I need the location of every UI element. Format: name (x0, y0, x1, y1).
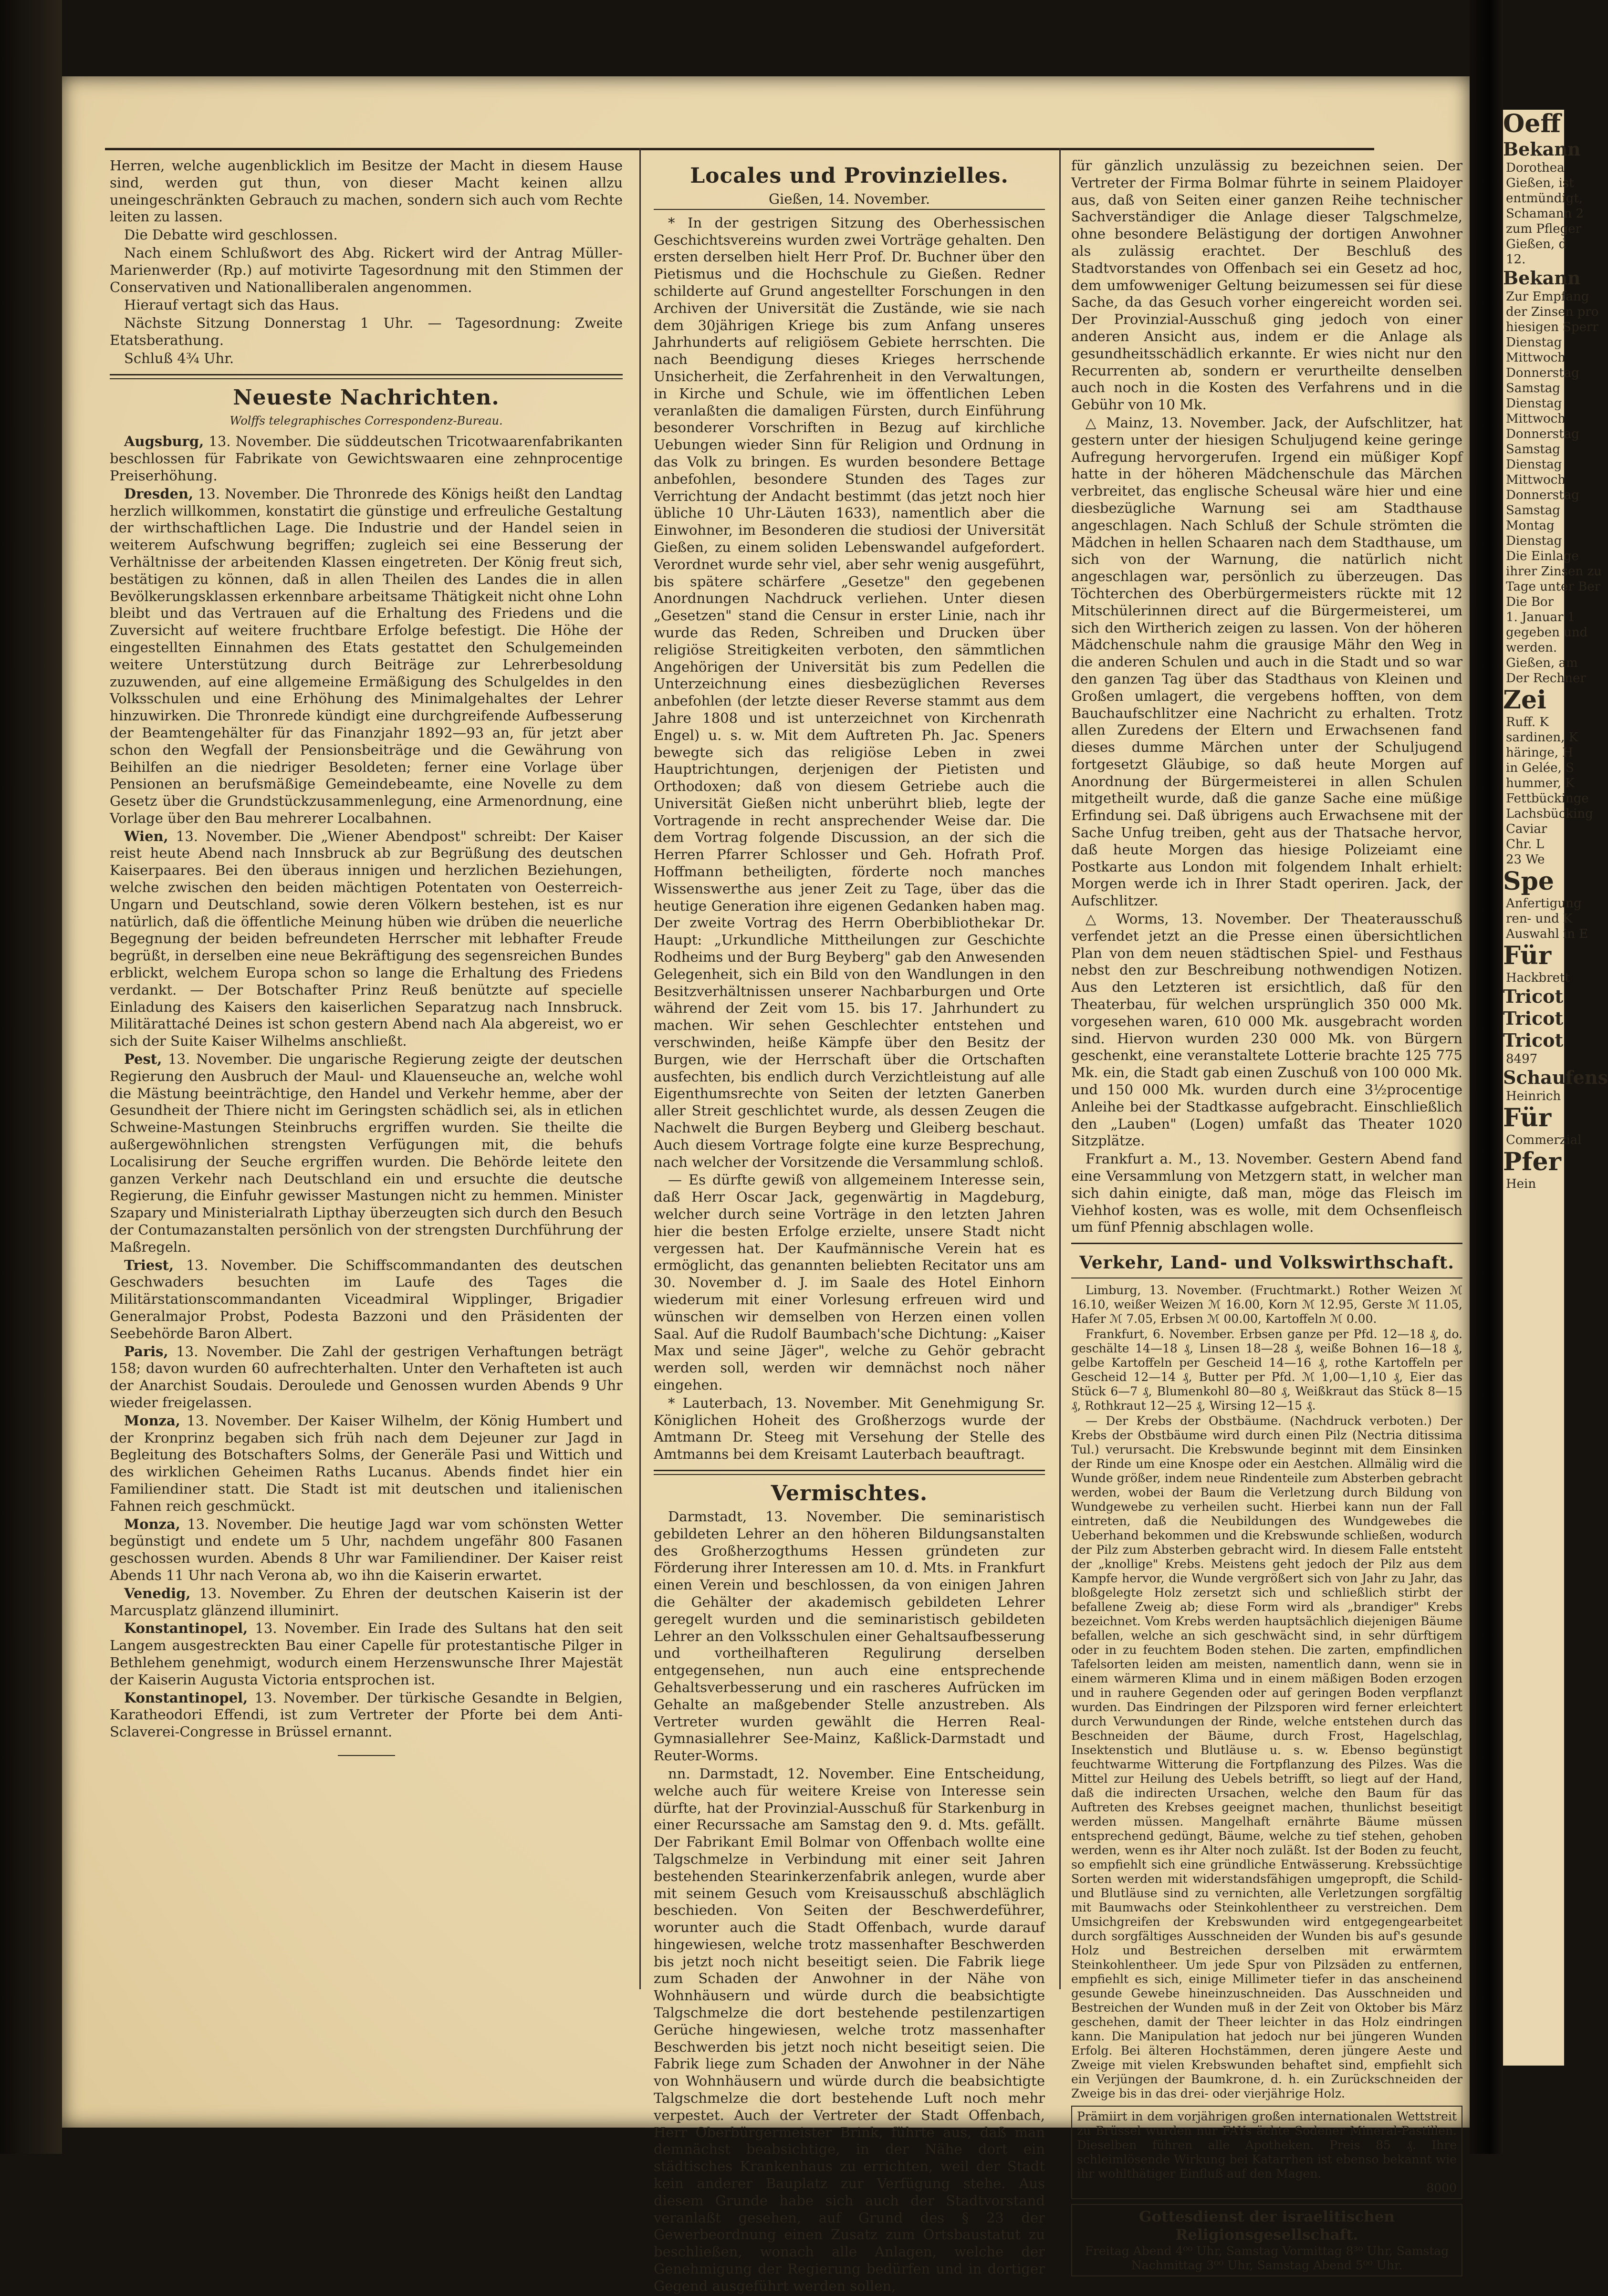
top-rule (105, 148, 1374, 150)
section-subheading: Wolffs telegraphisches Correspondenz-Bureau. (230, 414, 503, 427)
market-report: Frankfurt, 6. November. Erbsen ganze per Pfd. 12—18 ₰, do. geschälte 14—18 ₰, Linsen 18—28 ₰, weiße Bohnen 16—18 ₰, gelbe Kartoffeln per Gescheid 14—16 ₰, rothe Kartoffeln per Gescheid 12—14 ₰, Butter per Pfd. ℳ 1,00—1,10 ₰, Eier das Stück 6—7 ₰, Blumenkohl 80—80 ₰, Weißkraut das Stück 8—15 ₰, Rothkraut 12—25 ₰, Wirsing 12—15 ₰. (1071, 1327, 1462, 1413)
paragraph: △ Worms, 13. November. Der Theaterausschuß verfendet jetzt an die Presse einen übersichtlichen Plan von dem neuen städtischen Spiel- und Festhaus nebst den zur Beschreibung nothwendigen Notizen. Aus den Letzteren ist ersichtlich, daß für den Theaterbau, für welchen ursprünglich 350 000 Mk. vorgesehen waren, 610 000 Mk. ausgebracht worden sind. Hiervon wurden 230 000 Mk. von Bürgern geschenkt, eine veranstaltete Lotterie brachte 125 775 Mk. ein, die Stadt gab einen Zuschuß von 100 000 Mk. und 150 000 Mk. wurden durch eine 3½procentige Anleihe bei der Stadtkasse aufgebracht. Einschließlich den „Lauben" (Logen) umfaßt das Theater 1020 Sitzplätze. (1071, 911, 1462, 1149)
adjacent-page-text: Tricot (1503, 1008, 1564, 1029)
adjacent-page-text: Bekann (1503, 267, 1581, 289)
adjacent-page-text: Gießen, d (1506, 237, 1567, 251)
section-heading: Verkehr, Land- und Volkswirthschaft. (1079, 1253, 1454, 1273)
adjacent-page-text: Oeff (1503, 109, 1561, 138)
adjacent-page-text: Gießen, am (1506, 656, 1578, 670)
notice-text: Freitag Abend 4⁰⁰ Uhr, Samstag Vormittag 8³⁰ Uhr, Samstag Nachmittag 3⁰⁰ Uhr, Samstag Abend 5⁰⁰ Uhr. (1085, 2244, 1449, 2273)
adjacent-page-text: Die Einlage (1506, 549, 1579, 563)
adjacent-page-text: Der Rechner (1506, 671, 1586, 686)
news-item-place: Monza, (124, 1412, 180, 1429)
paragraph: * Lauterbach, 13. November. Mit Genehmigung Sr. Königlichen Hoheit des Großherzogs wurde der Amtmann Dr. Steeg mit Versehung der Stelle des Amtmanns bei dem Kreisamt Lauterbach beauftragt. (654, 1394, 1045, 1463)
advertisement-text: Prämiirt in dem vorjährigen großen internationalen Wettstreit zu Brüssel wurden nur FAYs ächte Sodener Mineral-Pastillen. Dieselben führen alle Apotheken. Preis 85 ₰. Ihre schleimlösende Wirkung bei Katarrhen ist ebenso bekannt wie ihr wohlthätiger Einfluß auf den Magen. (1077, 2109, 1457, 2181)
adjacent-page-text: Donnerstag (1506, 366, 1579, 380)
adjacent-page-text: zum Pfleger (1506, 222, 1582, 236)
news-item (110, 486, 623, 827)
section-rule (1071, 1243, 1462, 1244)
adjacent-page-text: 12. (1506, 252, 1526, 267)
paragraph: Schluß 4¾ Uhr. (124, 350, 234, 366)
section-heading: Locales und Provinzielles. (690, 164, 1009, 188)
news-item-place: Monza, (124, 1516, 180, 1532)
news-item-text: 13. November. Zu Ehren der deutschen Kaiserin ist der Marcusplatz glänzend illuminirt. (110, 1585, 623, 1619)
paragraph: Frankfurt a. M., 13. November. Gestern Abend fand eine Versammlung von Metzgern statt, in welcher man sich dahin einigte, daß man, möge das Fleisch im Viehhof kosten, was es wolle, mit dem Ochsenfleisch um fünf Pfennig abschlagen wolle. (1071, 1151, 1462, 1236)
column-1 (110, 157, 623, 1770)
news-item-place: Pest, (124, 1051, 162, 1068)
adjacent-page-text: Chr. L (1506, 837, 1545, 852)
news-item-place: Konstantinopel, (124, 1620, 248, 1637)
adjacent-page-text: entmündigt, (1506, 191, 1583, 206)
adjacent-page-text: in Gelée, S (1506, 761, 1574, 775)
adjacent-page-text: Donnerstag (1506, 427, 1579, 441)
news-item-text: 13. November. Die „Wiener Abendpost" schreibt: Der Kaiser reist heute Abend nach Innsbruck ab zur Begrüßung des deutschen Kaiserpaares. Bei den überaus innigen und herzlichen Beziehungen, welche zwischen den beiden mächtigen Potentaten von Oesterreich-Ungarn und Deutschland, sowie deren Völkern bestehen, ist es nur natürlich, daß die öffentliche Meinung hüben wie drüben die neuerliche Begegnung der beiden befreundeten Herrscher mit lebhafter Freude begrüßt, in derselben eine neue Bekräftigung des segensreichen Bundes erblickt, welchem Europa schon so lange die Erhaltung des Friedens verdankt. — Der Botschafter Prinz Reuß benützte auf specielle Einladung des Kaisers den kaiserlichen Separatzug nach Innsbruck. Militärattaché Deines ist schon gestern Abend nach Ala abgereist, wo er sich der Suite Kaiser Wilhelms anschließt. (110, 828, 623, 1049)
news-item-place: Triest, (124, 1257, 174, 1273)
adjacent-page-text: 23 We (1506, 852, 1545, 867)
market-report: Limburg, 13. November. (Fruchtmarkt.) Rother Weizen ℳ 16.10, weißer Weizen ℳ 16.00, Korn ℳ 12.95, Gerste ℳ 11.05, Hafer ℳ 7.05, Erbsen ℳ 00.00, Kartoffeln ℳ 0.00. (1071, 1283, 1462, 1326)
news-item-text: 13. November. Der Kaiser Wilhelm, der König Humbert und der Kronprinz begaben sich früh nach dem Dejeuner zur Jagd in Begleitung des Botschafters Solms, der Generäle Pasi und Wittich und des wirklichen Geheimen Raths Lucanus. Abends findet hier ein Familiendiner statt. Die Stadt ist mit deutschen und italienischen Fahnen reich geschmückt. (110, 1412, 623, 1514)
end-rule (338, 1755, 395, 1756)
adjacent-page-text: Spe (1503, 867, 1554, 896)
news-item-text: 13. November. Ein Irade des Sultans hat den seit Langem ausgestreckten Bau einer Capelle für protestantische Pilger in Bethlehem genehmigt, wodurch einem Herzenswunsche Ihrer Majestät der Kaiserin Augusta Victoria entsprochen ist. (110, 1620, 623, 1688)
section-heading: Neueste Nachrichten. (233, 385, 500, 410)
adjacent-page-text: Tricot (1503, 986, 1564, 1007)
news-item (110, 1620, 623, 1688)
adjacent-page-text: 8497 (1506, 1052, 1538, 1066)
section-rule (654, 1474, 1045, 1475)
adjacent-page-text: 1. Januar 1 (1506, 610, 1576, 624)
news-item-text: 13. November. Die Schiffscommandanten des deutschen Geschwaders besuchten im Laufe des Tages die Militärstationscommandanten Viceadmiral Wipplinger, Brigadier Generalmajor Probst, Podesta Bazzoni und den Präsidenten der Seebehörde Baron Albert. (110, 1257, 623, 1341)
adjacent-page-text: Lachsbücking (1506, 807, 1593, 821)
news-item (110, 1051, 623, 1256)
dateline: Gießen, 14. November. (768, 191, 930, 207)
column-3 (1071, 157, 1462, 2281)
adjacent-page-text: Heinrich (1506, 1089, 1561, 1103)
adjacent-page-text: Anfertigung (1506, 896, 1582, 911)
adjacent-page-text: Dorothea (1506, 161, 1565, 175)
news-item (110, 1690, 623, 1741)
adjacent-page-text: Tricot (1503, 1029, 1564, 1051)
adjacent-page-text: Samstag (1506, 381, 1560, 395)
scan-background-left (0, 0, 62, 2154)
paragraph: △ Mainz, 13. November. Jack, der Aufschlitzer, hat gestern unter der hiesigen Schuljugend keine geringe Aufregung hervorgerufen. Irgend ein müßiger Kopf hatte in der höheren Mädchenschule das Märchen verbreitet, das englische Scheusal wäre hier und eine diesbezügliche Warnung sei am Stadthause angeschlagen. Nach Schluß der Schule strömten die Mädchen in hellen Schaaren nach dem Stadthause, um sich von der Warnung, die natürlich nicht angeschlagen war, persönlich zu überzeugen. Das Töchterchen des Oberbürgermeisters rückte mit 12 Mitschülerinnen direct auf die Bürgermeisterei, um sich den Wirtherich zeigen zu lassen. Von der höheren Mädchenschule nahm die grausige Mähr den Weg in die anderen Schulen und auch in die Stadt und so war den ganzen Tag über das Stadthaus von Kleinen und Großen umlagert, die vergebens hofften, von dem Bauchaufschlitzer eine Nachricht zu erhalten. Trotz allen Zuredens der Eltern und Erwachsenen fand dieses dumme Märchen unter der Schuljugend fortgesetzt Gläubige, so daß heute Morgen auf Anordnung der Bürgermeisterei in allen Schulen mitgetheilt wurde, daß die ganze Sache eine müßige Erfindung sei. Daß übrigens auch Erwachsene mit der Sache Unfug treiben, geht aus der Thatsache hervor, daß heute Morgen das hiesige Polizeiamt eine Postkarte aus London mit folgendem Inhalt erhielt: Morgen werde ich in Ihrer Stadt operiren. Jack, der Aufschlitzer. (1071, 414, 1462, 909)
adjacent-page-text: Mittwoch (1506, 351, 1566, 365)
adjacent-page-text: Tage unter Ber (1506, 580, 1601, 594)
paragraph: Nächste Sitzung Donnerstag 1 Uhr. — Tagesordnung: Zweite Etatsberathung. (110, 315, 623, 348)
paragraph: * In der gestrigen Sitzung des Oberhessischen Geschichtsvereins wurden zwei Vorträge gehalten. Den ersten derselben hielt Herr Prof. Dr. Buchner über den Pietismus und die Hochschule zu Gießen. Redner schilderte auf Grund angestellter Forschungen in den Archiven der Universität die Zustände, wie sie nach dem 30jährigen Kriege bis zum Anfang unseres Jahrhunderts auf religiösem Gebiete herrschten. Die nach Beendigung dieses Krieges herrschende Unsicherheit, die Zerfahrenheit in den Verwaltungen, in Kirche und Schule, wie im öffentlichen Leben veranlaßten die damaligen Fürsten, durch Einführung besonderer Vorschriften in Bezug auf kirchliche Uebungen wieder Sinn für Religion und Ordnung in das Volk zu bringen. Es wurden besondere Bettage anbefohlen, besondere Stunden des Tages zur Verrichtung der Andacht bestimmt (das jetzt noch hier übliche 10 Uhr-Läuten 1633), namentlich aber die Einwohner, im Besonderen die studiosi der Universität Gießen, zu einem soliden Lebenswandel aufgefordert. Verordnet wurde sehr viel, aber sehr wenig ausgeführt, bis spätere schärfere „Gesetze" den gegebenen Anordnungen Nachdruck verliehen. Unter diesen „Gesetzen" stand die Censur in erster Linie, nach ihr wurde das Reden, Schreiben und Drucken über religiöse Streitigkeiten verboten, den sämmtlichen Angehörigen der Universität bis zum Pedellen die Unterzeichnung eines diesbezüglichen Reverses anbefohlen (der letzte dieser Reverse stammt aus dem Jahre 1808 und ist unterzeichnet von Kirchenrath Engel) u. s. w. Mit dem Auftreten Ph. Jac. Speners bewegte sich das religiöse Leben in zwei Hauptrichtungen, derjenigen der Pietisten und Orthodoxen; daß von diesem Getriebe auch die Universität Gießen nicht unberührt blieb, legte der Vortragende in recht ansprechender Weise dar. Die dem Vortrag folgende Discussion, an der sich die Herren Pfarrer Schlosser und Geh. Hofrath Prof. Hoffmann betheiligten, förderte noch manches Wissenswerthe aus jener Zeit zu Tage, über das die heutige Generation ihre eigenen Gedanken haben mag. Der zweite Vortrag des Herrn Oberbibliothekar Dr. Haupt: „Urkundliche Mittheilungen zur Geschichte Rodheims und der Burg Beyberg" gab den Anwesenden Gelegenheit, sich ein Bild von den Wandlungen in den Besitzverhältnissen unserer Nachbarburgen und Orte während der Zeit vom 15. bis 17. Jahrhundert zu machen. Wir sehen Geschlechter entstehen und verschwinden, heiße Kämpfe über den Besitz der Burgen, wie der Herrschaft über die Ortschaften ausfechten, bis endlich durch Verzichtleistung auf alle Eigenthumsrechte von Seiten der letzten Ganerben aller Streit geschlichtet wurde, als dessen Zeugen die Nachwelt die Burgen Beyberg und Gleiberg beschaut. Auch diesem Vortrage folgte eine kurze Besprechung, nach welcher der Vorsitzende die Versammlung schloß. (654, 214, 1045, 1170)
book-gutter (1470, 0, 1503, 2154)
adjacent-page-text: ren- und K (1506, 912, 1573, 926)
section-rule (110, 374, 623, 375)
adjacent-page-text: Ruff. K (1506, 715, 1549, 729)
adjacent-page-text: Montag (1506, 519, 1555, 533)
paragraph: — Es dürfte gewiß von allgemeinem Interesse sein, daß Herr Oscar Jack, gegenwärtig in Magdeburg, welcher durch seine Vorträge in den letzten Jahren hier die besten Erfolge erzielte, unsere Stadt nicht vergessen hat. Der Kaufmännische Verein hat es ermöglicht, das genannten beliebten Recitator uns am 30. November d. J. im Saale des Hotel Einhorn wiederum mit einer Vorlesung erfreuen wird und wünschen wir demselben von Herzen einen vollen Saal. Auf die Rudolf Baumbach'sche Dichtung: „Kaiser Max und seine Jäger", welche zu Gehör gebracht werden soll, werden wir demnächst noch näher eingehen. (654, 1172, 1045, 1393)
column-2 (654, 157, 1045, 2296)
adjacent-page-text: Auswahl in E (1506, 927, 1588, 941)
adjacent-page-text: Mittwoch (1506, 473, 1566, 487)
news-item-text: 13. November. Die Zahl der gestrigen Verhaftungen beträgt 158; davon wurden 60 aufrechterhalten. Unter den Verhafteten ist auch der Anarchist Soudais. Deroulede und Genossen wurden Abends 9 Uhr wieder freigelassen. (110, 1343, 623, 1411)
adjacent-page-text: gegeben und (1506, 625, 1588, 640)
news-item-place: Konstantinopel, (124, 1689, 248, 1706)
adjacent-page-text: werden. (1506, 641, 1557, 655)
news-item-text: 13. November. Die Thronrede des Königs heißt den Landtag herzlich willkommen, konstatirt die günstige und erfreuliche Gestaltung der wirthschaftlichen Lage. Die Industrie und der Handel seien in weiterem Aufschwung begriffen; zugleich sei eine Besserung der Verhältnisse der arbeitenden Klassen eingetreten. Der König freut sich, bestätigen zu können, daß in allen Theilen des Landes die in allen Bevölkerungsklassen erkennbare arbeitsame Thätigkeit nicht ohne Lohn bleibt und das Vertrauen auf die Erhaltung des Friedens und die Zuversicht auf weitere fruchtbare Erfolge befestigt. Die Höhe der eingestellten Einnahmen des Etats gestattet den Schulgemeinden weitere Unterstützung durch Beiträge zur Lehrerbesoldung zuzuwenden, auf eine allgemeine Ermäßigung des Schulgeldes in den Volksschulen und eine Erhöhung des Minimalgehaltes der Lehrer hinzuwirken. Die Thronrede kündigt eine durchgreifende Aufbesserung der Beamtengehälter für das Finanzjahr 1892—93 an, für jetzt aber schon den Wegfall der Pensionsbeiträge und die Gewährung von Beihilfen an die niedriger Besoldeten; ferner eine Vorlage über Pensionen an berufsmäßige Gemeindebeamte, eine Novelle zu dem Gesetz über die Grundstückzusammenlegung, eine Armenordnung, eine Vorlage über den Bau mehrerer Localbahnen. (110, 485, 623, 826)
adjacent-page-text: Für (1503, 1103, 1552, 1132)
paragraph: Hierauf vertagt sich das Haus. (124, 297, 339, 313)
adjacent-page-edge (1503, 109, 1608, 2066)
news-item-place: Paris, (124, 1343, 168, 1360)
adjacent-page-text: Dienstag (1506, 534, 1562, 548)
adjacent-page-text: Für (1503, 941, 1552, 970)
adjacent-page-text: Pfer (1503, 1147, 1561, 1176)
news-item-place: Venedig, (124, 1585, 191, 1601)
news-item-text: 13. November. Die heutige Jagd war vom schönsten Wetter begünstigt und endete um 5 Uhr, nachdem ungefähr 800 Fasanen geschossen wurden. Abends 8 Uhr war Familiendiner. Der Kaiser reist Abends 11 Uhr nach Verona ab, wo ihn die Kaiserin erwartet. (110, 1516, 623, 1583)
adjacent-page-text: Zur Empfang (1506, 290, 1589, 304)
paragraph: Nach einem Schlußwort des Abg. Rickert wird der Antrag Müller-Marienwerder (Rp.) auf motivirte Tagesordnung mit den Stimmen der Conservativen und Nationalliberalen angenommen. (110, 244, 623, 295)
adjacent-page-text: Schaufens (1503, 1067, 1608, 1088)
news-item-place: Augsburg, (124, 433, 204, 450)
adjacent-page-text: Caviar (1506, 822, 1547, 836)
paragraph: nn. Darmstadt, 12. November. Eine Entscheidung, welche auch für weitere Kreise von Interesse sein dürfte, hat der Provinzial-Ausschuß für Starkenburg in einer Recurssache am Samstag den 9. d. Mts. gefällt. Der Fabrikant Emil Bolmar von Offenbach wollte eine Talgschmelze in Verbindung mit einer seit Jahren bestehenden Stearinkerzenfabrik anlegen, wurde aber mit seinem Gesuch vom Kreisausschuß abschläglich beschieden. Von Seiten der Beschwerdeführer, worunter auch die Stadt Offenbach, wurde darauf hingewiesen, welche trotz massenhafter Beschwerden bis jetzt noch nicht beseitigt seien. Die Fabrik liege zum Schaden der Anwohner in der Nähe von Wohnhäusern und würde durch die beabsichtigte Talgschmelze die dort bestehende pestilenzartigen Gerüche hingewiesen, welche trotz massenhafter Beschwerden bis jetzt noch nicht beseitigt seien. Die Fabrik liege zum Schaden der Anwohner in der Nähe von Wohnhäusern und würde durch die beabsichtigte Talgschmelze die dort bestehende Luft noch mehr verpestet. Auch der Vertreter der Stadt Offenbach, Herr Oberbürgermeister Brink, führte aus, daß man demnächst beabsichtige, in der Nähe dort ein städtisches Krankenhaus zu errichten, weil der Stadt kein anderer Bauplatz zur Verfügung stehe. Aus diesem Grunde habe sich auch der Stadtvorstand veranlaßt gesehen, auf Grund des § 23 der Gewerbeordnung einen Zusatz zum Ortsbaustatut zu beschließen, wonach alle Anlagen, welche der Genehmigung der Regierung bedürfen und in dortiger Gegend ausgeführt werden sollen, (654, 1765, 1045, 2294)
section-rule (110, 378, 623, 379)
article-obstbaeume: — Der Krebs der Obstbäume. (Nachdruck verboten.) Der Krebs der Obstbäume wird durch einen Pilz (Nectria ditissima Tul.) verursacht. Die Krebswunde beginnt mit dem Einsinken der Rinde um eine Knospe oder ein Aestchen. Allmälig wird die Wunde größer, indem neue Rindenteile zum Absterben gebracht werden, wobei der Baum die Verletzung durch Bildung von Wundgewebe zu verheilen sucht. Hierbei kann nun der Fall eintreten, daß die Neubildungen des Wundgewebes die Ueberhand bekommen und die Krebswunde schließen, wodurch der Pilz zum Absterben gebracht wird. In diesem Falle entsteht der „knollige" Krebs. Meistens geht jedoch der Pilz aus dem Kampfe hervor, die Wunde vergrößert sich von Jahr zu Jahr, das bloßgelegte Holz zersetzt sich und schließlich stirbt der befallene Zweig ab; diese Form wird als „brandiger" Krebs bezeichnet. Vom Krebs werden hauptsächlich diejenigen Bäume befallen, welche an sich geschwächt sind, in sehr dürftigem oder in zu feuchtem Boden stehen. Die zarten, empfindlichen Tafelsorten leiden am meisten, namentlich dann, wenn sie in einem wärmeren Klima und in einem mäßigen Boden erzogen und in rauhere Gegenden oder auf geringen Boden verpflanzt wurden. Das Eindringen der Pilzsporen wird ferner erleichtert durch Verwundungen der Rinde, welche entstehen durch das Beschneiden der Bäume, durch Frost, Hagelschlag, Insektenstich und Blutläuse u. s. w. Ebenso begünstigt feuchtwarme Witterung die Fortpflanzung des Pilzes. Was die Mittel zur Heilung des Uebels betrifft, so liegt auf der Hand, daß die indirecten Ursachen, welche den Baum für das Auftreten des Krebses geeignet machen, thunlichst beseitigt werden müssen. Mangelhaft ernährte Bäume müssen entsprechend gedüngt, Bäume, welche zu tief stehen, gehoben werden, wenn es ihr Alter noch zuläßt. Ist der Boden zu feucht, so empfiehlt sich eine gründliche Entwässerung. Krebssüchtige Sorten werden mit widerstandsfähigen umgepropft, die Schild- und Blutläuse sind zu vernichten, alle Verletzungen sorgfältig mit Baumwachs oder Steinkohlentheer zu verstreichen. Dem Umsichgreifen der Krebswunden wird entgegengearbeitet durch sorgfältiges Ausschneiden der Wunden bis auf's gesunde Holz und Bestreichen derselben mit erwärmtem Steinkohlentheer. Um jede Spur von Pilzsäden zu entfernen, empfiehlt es sich, einige Millimeter tiefer in das anscheinend gesunde Gewebe hineinzuschneiden. Das Ausschneiden und Bestreichen der Wunden muß in der Zeit von Oktober bis März geschehen, damit der Theer leichter in das Holz eindringen kann. Die Manipulation hat jedoch nur bei jüngeren Wunden Erfolg. Bei älteren Hochstämmen, deren jüngere Aeste und Zweige mit vielen Krebswunden behaftet sind, empfiehlt sich ein Verjüngen der Baumkrone, d. h. ein Zurückschneiden der Zweige bis in das drei- oder vierjährige Holz. (1071, 1414, 1462, 2101)
adjacent-page-text: Dienstag (1506, 396, 1562, 411)
adjacent-page-text: Donnerstag (1506, 488, 1579, 502)
adjacent-page-text: Hein (1506, 1177, 1536, 1191)
adjacent-page-text: Mittwoch (1506, 412, 1566, 426)
news-item (110, 1413, 623, 1515)
adjacent-page-text: sardinen, K (1506, 730, 1578, 745)
news-list (110, 433, 623, 1741)
adjacent-page-text: Gießen, ist (1506, 176, 1574, 190)
news-item (110, 1585, 623, 1620)
advertisement-box (1071, 2106, 1462, 2199)
news-item-place: Wien, (124, 828, 168, 844)
news-item-text: 13. November. Die ungarische Regierung zeigte der deutschen Regierung den Ausbruch der Maul- und Klauenseuche an, welche wohl die Mästung beeinträchtige, den Handel und Verkehr hemme, aber der Gesundheit der Thiere nicht im Geringsten schädlich sei, als in etlichen Schweine-Mastungen Steinbruchs ergriffen wurden. Sie theilte die außergewöhnlichen strengsten Verfügungen mit, die behufs Localisirung der Seuche ergriffen wurden. Die Behörde leitete den ganzen Verkehr nach Deutschland ein und ersuchte die deutsche Regierung, die Einfuhr gewisser Mastungen nicht zu hemmen. Minister Szapary und Ministerialrath Lipthay überzeugten sich durch den Besuch der Contumazanstalten persönlich von der strengsten Durchführung der Maßregeln. (110, 1051, 623, 1255)
news-item (110, 1257, 623, 1342)
news-item (110, 1516, 623, 1584)
adjacent-page-text: Zei (1503, 686, 1546, 715)
adjacent-page-text: ihrer Zinsen zu (1506, 564, 1602, 579)
section-heading: Vermischtes. (771, 1481, 928, 1506)
adjacent-page-text: Samstag (1506, 503, 1560, 518)
adjacent-page-text: hummer, K (1506, 776, 1575, 790)
news-item (110, 1343, 623, 1412)
adjacent-page-text: Hackbrett (1506, 971, 1570, 985)
notice-title: Gottesdienst der israelitischen Religionsgesellschaft. (1139, 2208, 1395, 2244)
paragraph: Darmstadt, 13. November. Die seminaristisch gebildeten Lehrer an den höheren Bildungsanstalten des Großherzogthums Hessen gründeten zur Förderung ihrer Interessen am 10. d. Mts. in Frankfurt einen Verein und beschlossen, da von einigen Jahren die Gehälter der akademisch gebildeten Lehrer geregelt wurden und die seminaristisch gebildeten Lehrer an den Volksschulen einer Gehaltsaufbesserung und vortheilhafteren Regulirung derselben entgegensehen, nun auch eine entsprechende Gehaltsverbesserung und ein rascheres Aufrücken im Gehalte an maßgebender Stelle anzustreben. Als Vertreter wurden gewählt die Herren Real-Gymnasiallehrer See-Mainz, Kaßlick-Darmstadt und Reuter-Worms. (654, 1508, 1045, 1764)
adjacent-page-text: Dienstag (1506, 457, 1562, 472)
adjacent-page-text: Samstag (1506, 442, 1560, 457)
section-rule (654, 209, 1045, 210)
adjacent-page-text: der Zinsen pro (1506, 305, 1599, 319)
paragraph: Herren, welche augenblicklich im Besitze der Macht in diesem Hause sind, werden gut thun, von dieser Macht keinen allzu uneingeschränkten Gebrauch zu machen, sondern sich auch vom Rechte leiten zu lassen. (110, 157, 623, 225)
news-item (110, 433, 623, 484)
paragraph: Die Debatte wird geschlossen. (124, 227, 338, 243)
advertisement-number: 8000 (1426, 2181, 1457, 2195)
adjacent-page-text: hiesigen Sperr (1506, 320, 1598, 334)
section-rule (654, 1470, 1045, 1471)
column-divider (1059, 148, 1061, 1989)
column-divider (639, 148, 641, 1989)
news-item-text: 13. November. Die süddeutschen Tricotwaarenfabrikanten beschlossen für Fabrikate von Gewichtswaaren eine zehnprocentige Preiserhöhung. (110, 433, 623, 484)
news-item (110, 828, 623, 1050)
news-item-text: 13. November. Der türkische Gesandte in Belgien, Karatheodori Effendi, ist zum Vertreter der Pforte bei dem Anti-Sclaverei-Congresse in Brüssel ernannt. (110, 1689, 623, 1740)
notice-box (1071, 2204, 1462, 2276)
adjacent-page-text: Dienstag (1506, 335, 1562, 350)
adjacent-page-text: Die Bor (1506, 595, 1554, 609)
adjacent-page-text: Fettbückinge (1506, 791, 1589, 806)
adjacent-page-text: Schamann 2 (1506, 207, 1584, 221)
newspaper-page (62, 76, 1470, 2294)
paragraph: für gänzlich unzulässig zu bezeichnen seien. Der Vertreter der Firma Bolmar führte in seinem Plaidoyer aus, daß von Seiten einer ganzen Reihe technischer Sachverständiger die Anlage dieser Talgschmelze, ohne besondere Belästigung der dortigen Anwohner als zulässig erachtet. Der Beschluß des Stadtvorstandes von Offenbach sei ein Gesetz ad hoc, dem umfowweniger Geltung beizumessen sei für diese Sache, da das Gesuch vorher eingereicht worden sei. Der Provinzial-Ausschuß ging jedoch von einer anderen Ansicht aus, indem er die Anlage als gesundheitsschädlich erkannte. Er wies nicht nur den Recurrenten ab, sondern er verurtheilte denselben auch noch in die Kosten des Verfahrens und in die Gebühr von 10 Mk. (1071, 157, 1462, 413)
adjacent-page-text: häringe, H (1506, 746, 1573, 760)
adjacent-page-text: Bekann (1503, 138, 1581, 160)
adjacent-page-text: Commerzial (1506, 1133, 1582, 1147)
news-item-place: Dresden, (124, 485, 194, 502)
